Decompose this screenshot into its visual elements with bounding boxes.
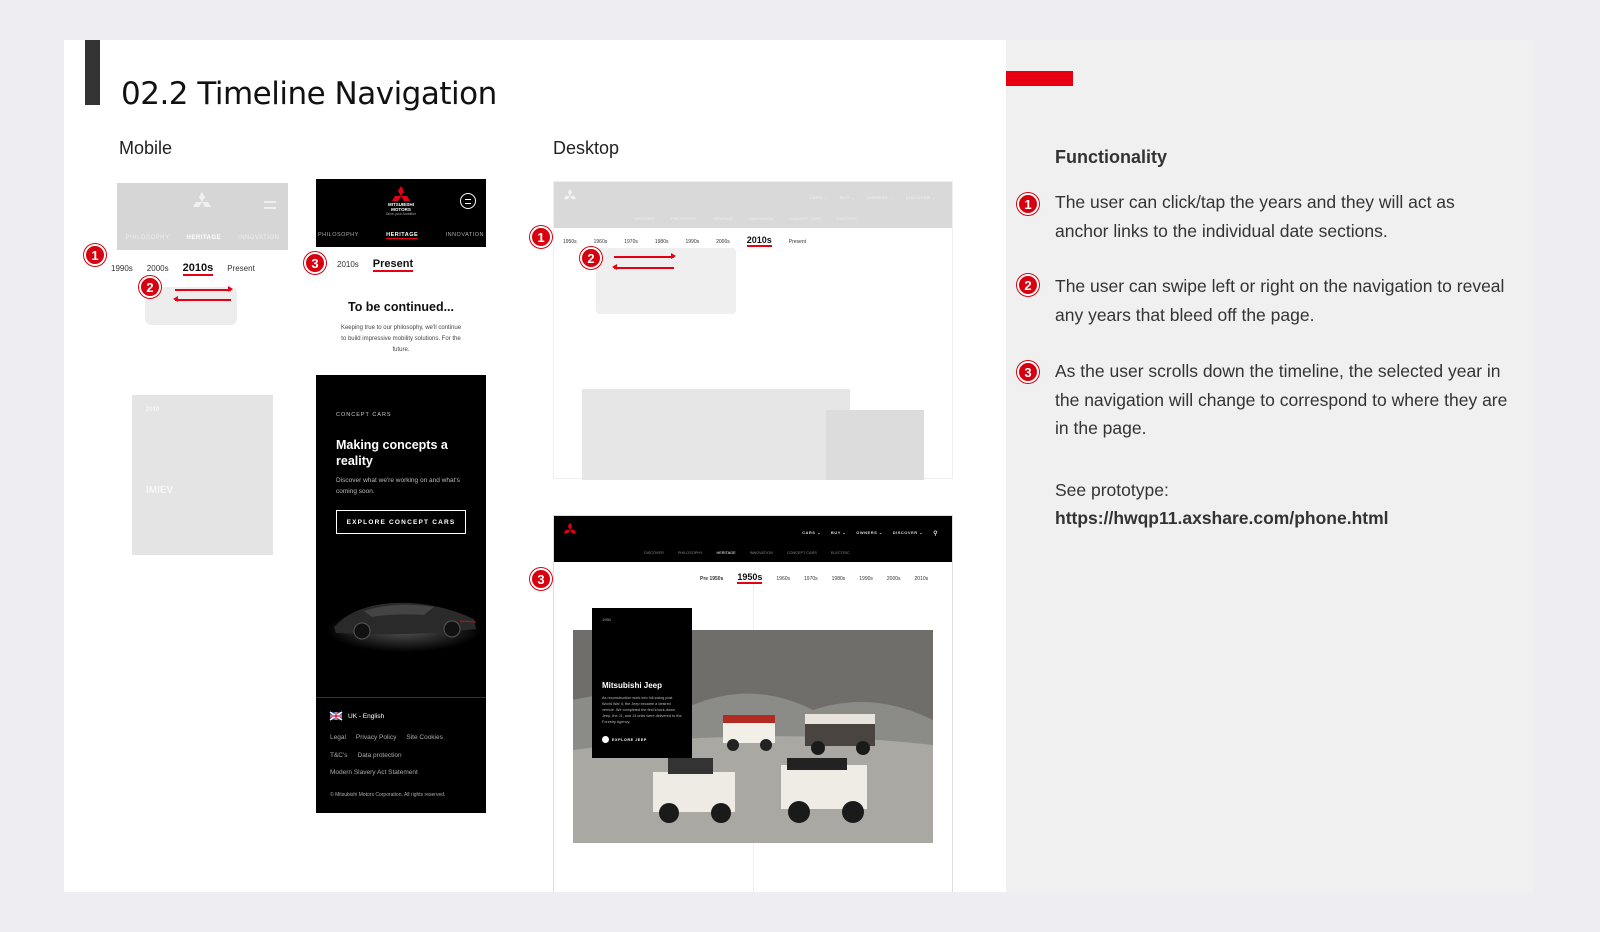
subnav-item[interactable]: HERITAGE bbox=[186, 235, 222, 241]
menu-icon[interactable] bbox=[460, 193, 476, 209]
subnav-item[interactable]: CONCEPT CARS bbox=[786, 551, 817, 555]
red-accent-bar bbox=[1006, 71, 1073, 86]
title-accent-bar bbox=[85, 40, 100, 105]
subnav-item[interactable]: INNOVATION bbox=[749, 551, 773, 555]
mobile-subnav bbox=[117, 235, 288, 241]
subnav-item[interactable]: INNOVATION bbox=[749, 216, 774, 221]
nav-item[interactable]: OWNERS ⌄ bbox=[856, 530, 883, 535]
mobile-section-label: Mobile bbox=[119, 138, 173, 158]
functionality-item-2: The user can swipe left or right on the navigation to reveal any years that bleed off the page. bbox=[1055, 276, 1505, 325]
year-link[interactable]: 1980s bbox=[831, 576, 846, 582]
subnav-item[interactable]: PHILOSOPHY bbox=[670, 216, 697, 221]
subnav-item[interactable]: CONCEPT CARS bbox=[789, 216, 822, 221]
language-selector[interactable]: UK - English bbox=[330, 712, 384, 720]
footer-links bbox=[330, 769, 418, 776]
swipe-right-arrow-icon bbox=[614, 256, 674, 258]
nav-item[interactable]: DISCOVER ⌄ bbox=[905, 195, 936, 200]
footer-links bbox=[330, 752, 402, 759]
explore-jeep-link[interactable]: EXPLORE JEEP bbox=[602, 736, 647, 743]
year-link[interactable]: 1970s bbox=[624, 239, 638, 245]
concept-heading: Making concepts a reality bbox=[336, 438, 448, 468]
desktop-mockup-heritage bbox=[553, 515, 953, 892]
brand-logo-icon bbox=[192, 191, 212, 211]
concept-eyebrow: CONCEPT CARS bbox=[336, 412, 392, 418]
continued-heading: To be continued... bbox=[347, 300, 454, 314]
annotation-badge-1: 1 bbox=[84, 244, 106, 266]
faded-photo bbox=[582, 389, 850, 480]
subnav-item-active[interactable]: HERITAGE bbox=[386, 232, 419, 238]
year-link[interactable]: 2010s bbox=[337, 260, 359, 269]
card-body: As reconstruction work into full swing post World War II, the Jeep became a desired vehicle. We completed the first knock-down Jeep, the J1, and J4 units were delivered to the Forestry Agency. bbox=[602, 696, 682, 724]
explore-concept-cars-button[interactable]: EXPLORE CONCEPT CARS bbox=[336, 510, 466, 534]
footer-link[interactable]: Data protection bbox=[357, 752, 402, 759]
prototype-label: See prototype: bbox=[1055, 480, 1169, 500]
year-link[interactable]: 2000s bbox=[146, 264, 169, 273]
menu-icon[interactable] bbox=[264, 201, 276, 209]
desktop-subnav bbox=[634, 216, 857, 221]
year-link[interactable]: 1960s bbox=[776, 576, 791, 582]
swipe-left-arrow-icon bbox=[175, 299, 231, 301]
desktop-section-label: Desktop bbox=[553, 138, 620, 158]
copyright: © Mitsubishi Motors Corporation. All rights reserved. bbox=[330, 792, 446, 798]
selected-year-link[interactable]: 2010s bbox=[182, 262, 214, 274]
year-link[interactable]: 2000s bbox=[886, 576, 901, 582]
nav-item[interactable]: CARS ⌄ bbox=[802, 530, 821, 535]
swipe-right-arrow-icon bbox=[175, 289, 231, 291]
prototype-link[interactable]: https://hwqp11.axshare.com/phone.html bbox=[1055, 508, 1389, 528]
nav-item[interactable]: BUY ⌄ bbox=[830, 530, 847, 535]
annotation-badge-3: 3 bbox=[304, 252, 326, 274]
year-link[interactable]: 1990s bbox=[859, 576, 873, 582]
nav-item[interactable]: BUY ⌄ bbox=[840, 195, 856, 200]
annotation-badge-1: 1 bbox=[1017, 193, 1039, 215]
footer-link[interactable]: Privacy Policy bbox=[355, 734, 397, 741]
selected-year-link[interactable]: Present bbox=[372, 258, 414, 270]
card-year: 1950 bbox=[602, 617, 611, 622]
mobile-header bbox=[117, 183, 288, 250]
subnav-item[interactable]: DISCOVER bbox=[634, 216, 655, 221]
footer-link[interactable]: Legal bbox=[330, 734, 346, 741]
footer-links bbox=[330, 734, 443, 741]
timeline-year-nav bbox=[700, 572, 928, 584]
subnav-item-active[interactable]: HERITAGE bbox=[716, 551, 736, 555]
faded-timeline-card bbox=[132, 395, 273, 555]
brand-logo-icon bbox=[562, 188, 578, 202]
year-link[interactable]: Present bbox=[788, 239, 807, 245]
mobile-header-dark bbox=[316, 179, 486, 247]
footer-link[interactable]: Site Cookies bbox=[406, 734, 443, 741]
timeline-year-nav bbox=[111, 262, 255, 276]
timeline-year-nav bbox=[563, 235, 806, 247]
uk-flag-icon bbox=[330, 712, 342, 720]
concept-cars-panel bbox=[316, 375, 486, 813]
card-year: 2010 bbox=[146, 407, 160, 413]
brand-wordmark: MITSUBISHI MOTORS Drive your Ambition bbox=[385, 202, 417, 216]
year-link[interactable]: Pre 1950s bbox=[700, 576, 724, 582]
year-link[interactable]: 2010s bbox=[914, 576, 929, 582]
mobile-subnav bbox=[316, 232, 486, 239]
brand-logo-icon bbox=[562, 522, 578, 536]
functionality-heading: Functionality bbox=[1055, 147, 1167, 167]
continued-body: Keeping true to our philosophy, we'll continue to build impressive mobility solutions. For the future. bbox=[340, 325, 462, 353]
subnav-item[interactable]: INNOVATION bbox=[238, 235, 280, 241]
card-title: Mitsubishi Jeep bbox=[602, 681, 663, 690]
faded-car-image bbox=[596, 248, 736, 314]
year-link[interactable]: 1980s bbox=[654, 239, 669, 245]
page-title: 02.2 Timeline Navigation bbox=[121, 76, 497, 112]
desktop-header bbox=[554, 182, 952, 228]
timeline-year-nav bbox=[319, 258, 413, 272]
year-link[interactable]: 1960s bbox=[593, 239, 608, 245]
year-link[interactable]: 1990s bbox=[685, 239, 700, 245]
nav-item[interactable]: OWNERS ⌄ bbox=[867, 195, 894, 200]
annotation-badge-1: 1 bbox=[530, 226, 552, 248]
year-link[interactable]: 2000s bbox=[716, 239, 730, 245]
footer bbox=[316, 697, 486, 813]
subnav-item[interactable]: ELECTRIC bbox=[837, 216, 857, 221]
subnav-item[interactable]: PHILOSOPHY bbox=[125, 235, 170, 241]
desktop-header-dark bbox=[554, 516, 952, 562]
mobile-mockup-present bbox=[316, 179, 486, 813]
year-link[interactable]: Present bbox=[227, 264, 255, 273]
functionality-item-3: As the user scrolls down the timeline, the selected year in the navigation will change to correspond to where they are in the page. bbox=[1055, 361, 1508, 438]
swipe-left-arrow-icon bbox=[614, 267, 674, 269]
subnav-item[interactable]: ELECTRIC bbox=[830, 551, 850, 555]
search-icon[interactable]: ⚲ bbox=[933, 531, 938, 537]
selected-year-link[interactable]: 1950s bbox=[737, 572, 763, 582]
desktop-mockup-timeline-nav bbox=[553, 181, 953, 479]
selected-year-link[interactable]: 2010s bbox=[746, 235, 772, 245]
subnav-item[interactable]: PHILOSOPHY bbox=[677, 551, 703, 555]
desktop-main-nav bbox=[809, 195, 936, 200]
subnav-item[interactable]: INNOVATION bbox=[445, 232, 484, 238]
nav-item[interactable]: CARS ⌄ bbox=[809, 195, 829, 200]
card-title: IMIEV bbox=[146, 485, 174, 496]
faded-card bbox=[826, 410, 924, 480]
annotation-badge-2: 2 bbox=[580, 247, 602, 269]
play-icon bbox=[602, 736, 609, 743]
mobile-mockup-timeline-nav bbox=[111, 183, 288, 555]
concept-car-image bbox=[324, 575, 484, 655]
annotation-badge-2: 2 bbox=[1017, 274, 1039, 296]
annotation-badge-3: 3 bbox=[1017, 361, 1039, 383]
desktop-main-nav bbox=[802, 530, 938, 537]
concept-description: Discover what we're working on and what's coming soon. bbox=[336, 477, 460, 495]
functionality-panel bbox=[1006, 40, 1534, 892]
footer-link[interactable]: Modern Slavery Act Statement bbox=[330, 769, 418, 776]
year-link[interactable]: 1970s bbox=[804, 576, 818, 582]
subnav-item[interactable]: DISCOVER bbox=[644, 551, 664, 555]
slide bbox=[64, 40, 1534, 892]
year-link[interactable]: 1990s bbox=[111, 264, 133, 273]
annotation-badge-3: 3 bbox=[530, 568, 552, 590]
subnav-item[interactable]: HERITAGE bbox=[712, 216, 734, 221]
nav-item[interactable]: DISCOVER ⌄ bbox=[892, 530, 924, 535]
functionality-item-1: The user can click/tap the years and they will act as anchor links to the individual date sections. bbox=[1055, 192, 1455, 241]
subnav-item[interactable]: PHILOSOPHY bbox=[318, 232, 359, 238]
footer-link[interactable]: T&C's bbox=[330, 752, 348, 759]
desktop-subnav bbox=[644, 551, 850, 555]
timeline-entry-card bbox=[592, 608, 692, 758]
year-link[interactable]: 1950s bbox=[563, 239, 577, 245]
annotation-badge-2: 2 bbox=[139, 276, 161, 298]
